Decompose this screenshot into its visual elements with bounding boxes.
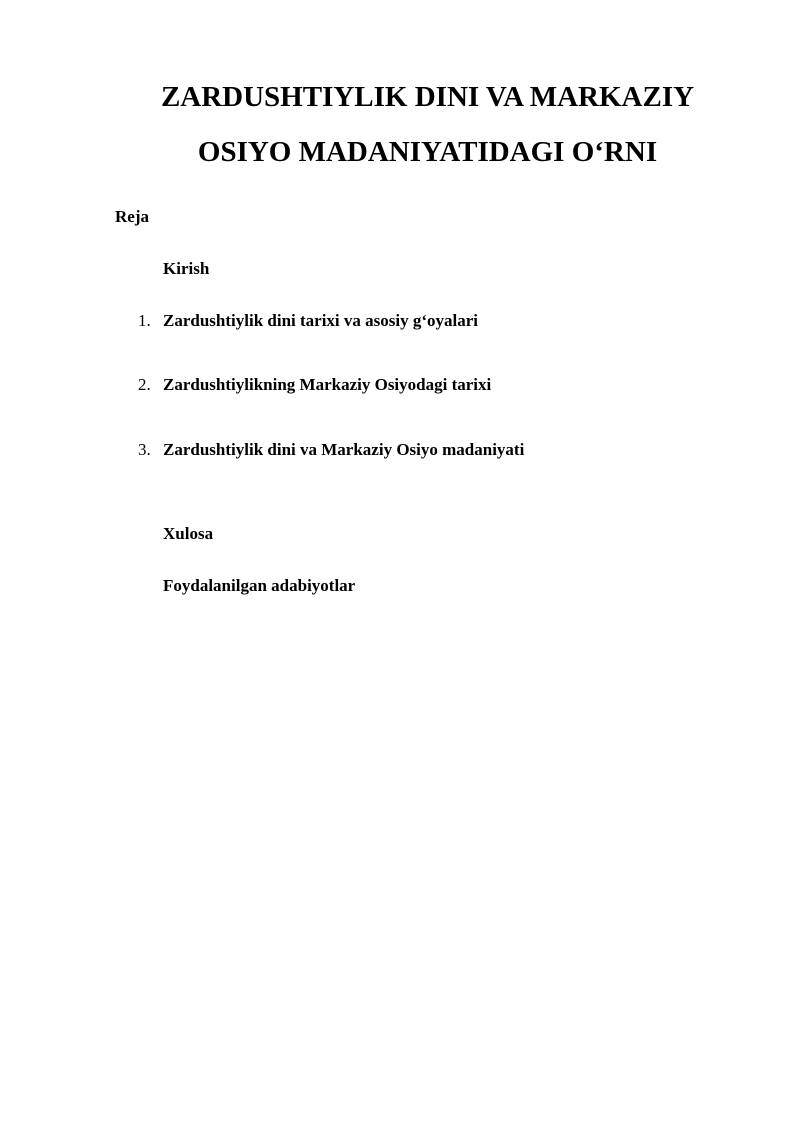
plan-item-text: Zardushtiylik dini tarixi va asosiy g‘oyalari [163, 311, 479, 330]
plan-item-text: Zardushtiylikning Markaziy Osiyodagi tarixi [163, 375, 492, 394]
plan-item-number: 1. [138, 311, 151, 330]
plan-heading: Reja [115, 207, 149, 226]
title-line-2: OSIYO MADANIYATIDAGI O‘RNI [197, 136, 658, 168]
plan-item-number: 2. [138, 375, 151, 394]
plan-item-text: Zardushtiylik dini va Markaziy Osiyo madaniyati [163, 440, 525, 459]
plan-item-conclusion: Xulosa [163, 524, 214, 543]
plan-item-intro: Kirish [163, 259, 210, 278]
title-line-1: ZARDUSHTIYLIK DINI VA MARKAZIY [160, 81, 695, 113]
plan-item-number: 3. [138, 440, 151, 459]
plan-item-references: Foydalanilgan adabiyotlar [163, 576, 356, 595]
